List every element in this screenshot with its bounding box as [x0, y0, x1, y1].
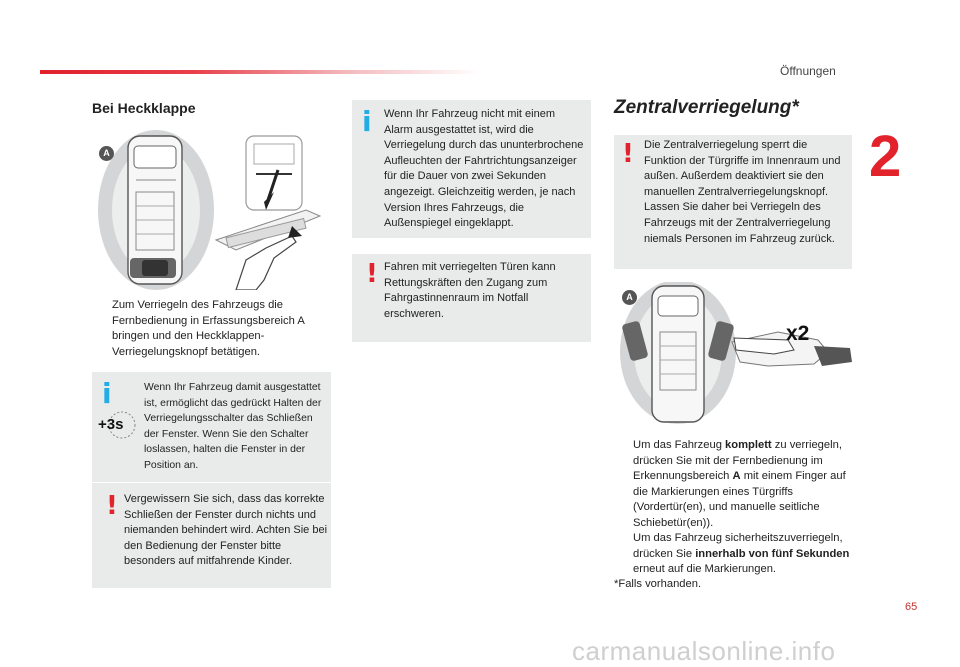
chapter-number: 2 [869, 124, 902, 189]
info-text: Wenn Ihr Fahrzeug damit ausgestattet ist, ermöglicht das gedrückt Halten der Verriegelungsschalter das Schließen der Fenster. Wenn Sie den Schalter loslassen, halten die Fenster in der Position an. [144, 382, 322, 471]
warning-box-windows [92, 483, 331, 588]
warning-text: Vergewissern Sie sich, dass das korrekte Schließen der Fenster durch nichts und niemanden behindert wird. Achten Sie bei den Bedienung der Fenster bitte besonders auf mitfahrende Kinder. [124, 493, 328, 568]
warning-box-rescue [352, 254, 591, 342]
section-label: Öffnungen [780, 64, 836, 78]
info-icon: i [362, 105, 372, 138]
callout-a: A [622, 290, 637, 305]
info-box-windows [92, 372, 331, 482]
bullet-complete-lock [633, 438, 851, 532]
bullet-bold-part: A [732, 470, 741, 483]
bullet-text-part: erneut auf die Markierungen. [633, 563, 777, 576]
callout-a: A [99, 146, 114, 161]
header-accent-bar [40, 70, 480, 74]
warning-text: Fahren mit verriegelten Türen kann Rettungskräften den Zugang zum Fahrgastinnenraum im Notfall erschweren. [384, 261, 556, 320]
bullet-text-part: mit einem Finger auf die Markierungen eines Türgriffs (Vordertür(en), und manuelle seitliche Schiebetür(en)). [633, 470, 846, 529]
bullet-deadlock [633, 531, 851, 578]
bullet-text-part: zu verriegeln, drücken Sie mit der Fernbedienung im Erkennungsbereich [633, 439, 842, 483]
watermark: carmanualsonline.info [572, 636, 836, 666]
warning-text: Die Zentralverriegelung sperrt die Funktion der Türgriffe im Innenraum und außen. Außerdem deaktiviert sie den manuellen Zentralverriegelungsknopf. Lassen Sie daher bei Verriegeln des Fahrzeugs mit der Zentralverriegelung niemals Personen im Fahrzeug zurück. [644, 139, 841, 245]
warning-icon: ! [106, 491, 118, 521]
warning-icon: ! [366, 259, 378, 289]
heading-zentralverriegelung: Zentralverriegelung* [614, 97, 799, 118]
bullet-text-part: Um das Fahrzeug sicherheitszuverriegeln, drücken Sie [633, 532, 843, 560]
times-two-label: x2 [786, 322, 810, 345]
timer-label: +3s [98, 416, 124, 433]
info-icon: i [102, 377, 112, 410]
tailgate-illustration [96, 130, 336, 290]
bullet-bold-part: innerhalb von fünf Sekunden [695, 547, 850, 560]
warning-box-central-lock [614, 135, 852, 269]
page-number: 65 [905, 601, 918, 613]
central-lock-illustration [618, 282, 858, 427]
bullet-text: Zum Verriegeln des Fahrzeugs die Fernbedienung in Erfassungsbereich A bringen und den Heckklappen-Verriegelungsknopf betätigen. [112, 299, 305, 358]
footnote: *Falls vorhanden. [614, 578, 702, 590]
info-text: Wenn Ihr Fahrzeug nicht mit einem Alarm ausgestattet ist, wird die Verriegelung durch das ununterbrochene Aufleuchten der Fahrtrichtungsanzeiger für die Dauer von zwei Sekunden angezeigt. Gleichzeitig werden, je nach Version Ihres Fahrzeugs, die Außenspiegel eingeklappt. [384, 108, 584, 230]
info-box-alarm [352, 100, 591, 238]
bullet-bold-part: komplett [725, 439, 772, 451]
heading-heckklappe: Bei Heckklappe [92, 100, 196, 116]
warning-icon: ! [622, 139, 634, 169]
bullet-text-part: Um das Fahrzeug [633, 439, 726, 451]
